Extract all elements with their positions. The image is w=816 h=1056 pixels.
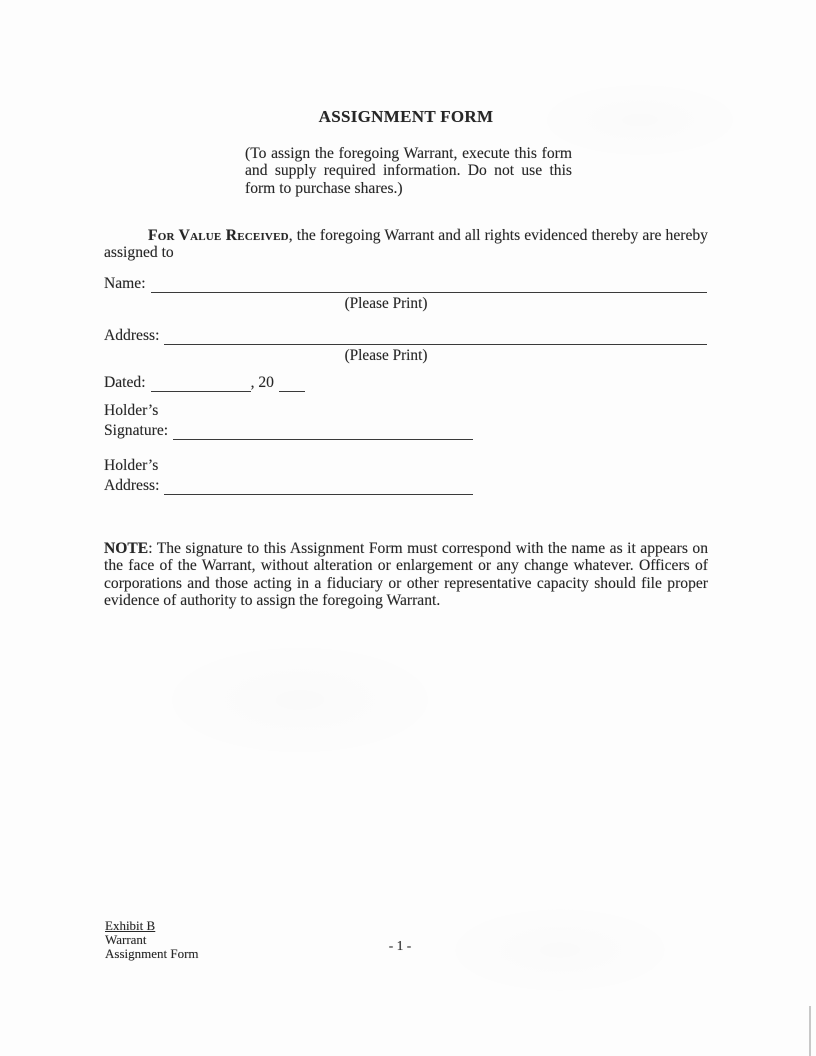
page-number: - 1 - <box>388 938 412 953</box>
please-print-caption: (Please Print) <box>344 347 428 364</box>
value-received-line: assigned to <box>104 243 174 261</box>
address-blank-line <box>164 323 707 345</box>
dated-year-blank-line <box>279 370 305 392</box>
holders-address-label: Address: <box>104 477 160 494</box>
dated-year-prefix: , 20 <box>250 374 274 391</box>
note-line: evidence of authority to assign the foregoing Warrant. <box>104 592 441 610</box>
name-blank-line <box>151 271 707 293</box>
footer-block <box>105 919 199 960</box>
signature-label: Signature: <box>104 422 169 439</box>
address-label: Address: <box>104 327 160 344</box>
value-received-lead: For Value Received <box>148 227 289 244</box>
footer-exhibit: Exhibit B <box>105 918 156 933</box>
signature-blank-line <box>173 419 473 440</box>
note-line: corporations and those acting in a fiduciary or other representative capacity should file proper <box>104 574 708 592</box>
name-field-row <box>104 272 707 293</box>
intro-line: (To assign the foregoing Warrant, execute this form <box>245 145 572 162</box>
note-paragraph <box>104 540 708 610</box>
holders-address-field-row <box>104 475 473 495</box>
intro-line: and supply required information. Do not use this <box>245 162 572 180</box>
page-title: ASSIGNMENT FORM <box>318 107 494 126</box>
holders-signature-block <box>104 402 473 440</box>
scan-artifact-line <box>809 1006 811 1056</box>
note-line: the face of the Warrant, without alteration or enlargement or any change whatever. Officers of <box>104 557 708 575</box>
footer-assignment-form: Assignment Form <box>105 945 199 961</box>
holders-address-blank-line <box>164 474 473 495</box>
value-received-paragraph <box>104 228 708 262</box>
dated-field-row <box>104 371 305 392</box>
note-label: NOTE <box>104 540 149 557</box>
please-print-caption: (Please Print) <box>344 295 428 312</box>
footer-warrant: Warrant <box>105 931 147 947</box>
holders-label: Holder’s <box>104 457 159 474</box>
name-label: Name: <box>104 275 146 292</box>
value-received-rest: , the foregoing Warrant and all rights evidenced thereby are hereby <box>288 227 708 244</box>
dated-blank-line <box>151 370 251 392</box>
holders-address-block <box>104 457 473 495</box>
note-rest: : The signature to this Assignment Form must correspond with the name as it appears on <box>148 540 708 557</box>
signature-field-row <box>104 420 473 440</box>
intro-line: form to purchase shares.) <box>245 179 403 197</box>
note-line <box>104 540 708 557</box>
address-field-row <box>104 324 707 345</box>
intro-paragraph <box>245 145 572 197</box>
holders-label: Holder’s <box>104 402 159 419</box>
dated-label: Dated: <box>104 374 146 391</box>
value-received-line <box>104 228 708 245</box>
